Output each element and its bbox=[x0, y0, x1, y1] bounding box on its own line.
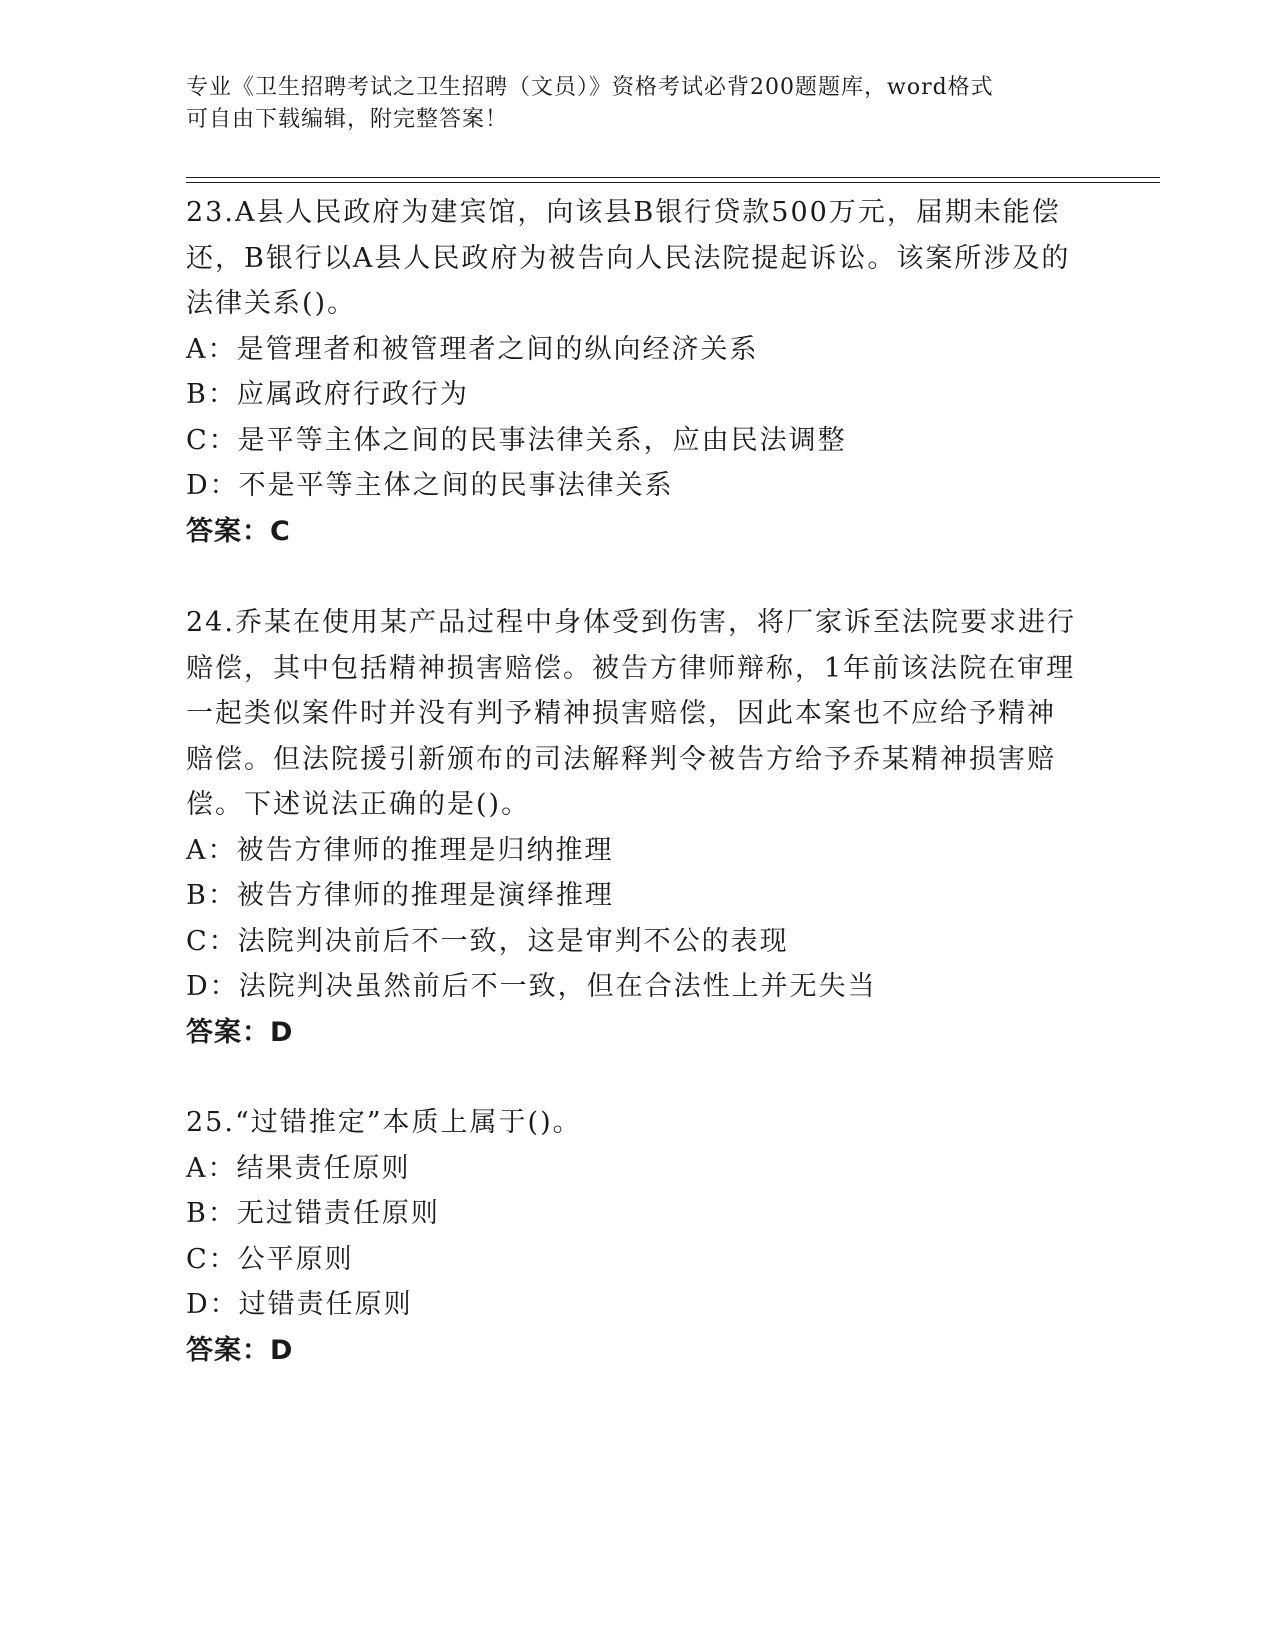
question-text-line: 25.“过错推定”本质上属于()。 bbox=[186, 1107, 582, 1138]
question-text-line: 赔偿。但法院援引新颁布的司法解释判令被告方给予乔某精神损害赔 bbox=[186, 743, 1056, 775]
question-25 bbox=[186, 1100, 1086, 1373]
option-b: B：被告方律师的推理是演绎推理 bbox=[186, 880, 614, 911]
header-rule-bottom bbox=[186, 182, 1160, 183]
header-rule-top bbox=[186, 177, 1160, 178]
option-b: B：应属政府行政行为 bbox=[186, 379, 469, 410]
question-text-line: 一起类似案件时并没有判予精神损害赔偿，因此本案也不应给予精神 bbox=[186, 698, 1056, 729]
option-a: A：被告方律师的推理是归纳推理 bbox=[186, 834, 614, 866]
header-line-1: 专业《卫生招聘考试之卫生招聘（文员）》资格考试必背200题题库，word格式 bbox=[186, 75, 994, 100]
option-b: B：无过错责任原则 bbox=[186, 1198, 440, 1229]
question-text-line: 赔偿，其中包括精神损害赔偿。被告方律师辩称，1年前该法院在审理 bbox=[186, 652, 1076, 684]
option-d: D：过错责任原则 bbox=[186, 1289, 413, 1320]
answer: 答案：D bbox=[186, 1016, 294, 1048]
question-23 bbox=[186, 190, 1086, 554]
question-text-line: 还，B银行以A县人民政府为被告向人民法院提起诉讼。该案所涉及的 bbox=[186, 242, 1071, 274]
answer: 答案：C bbox=[186, 515, 291, 547]
question-text-line: 24.乔某在使用某产品过程中身体受到伤害，将厂家诉至法院要求进行 bbox=[186, 607, 1076, 638]
option-d: D：不是平等主体之间的民事法律关系 bbox=[186, 470, 674, 501]
header-line-2: 可自由下载编辑，附完整答案！ bbox=[186, 107, 509, 132]
question-24 bbox=[186, 600, 1086, 1055]
option-c: C：是平等主体之间的民事法律关系，应由民法调整 bbox=[186, 424, 847, 456]
answer: 答案：D bbox=[186, 1334, 294, 1366]
option-c: C：公平原则 bbox=[186, 1243, 354, 1275]
option-a: A：结果责任原则 bbox=[186, 1152, 411, 1184]
question-text-line: 23.A县人民政府为建宾馆，向该县B银行贷款500万元，届期未能偿 bbox=[186, 197, 1061, 228]
question-text-line: 偿。下述说法正确的是()。 bbox=[186, 789, 531, 820]
option-d: D：法院判决虽然前后不一致，但在合法性上并无失当 bbox=[186, 971, 877, 1002]
option-a: A：是管理者和被管理者之间的纵向经济关系 bbox=[186, 333, 759, 365]
option-c: C：法院判决前后不一致，这是审判不公的表现 bbox=[186, 925, 789, 957]
document-header bbox=[186, 72, 1086, 136]
question-text-line: 法律关系()。 bbox=[186, 288, 357, 319]
